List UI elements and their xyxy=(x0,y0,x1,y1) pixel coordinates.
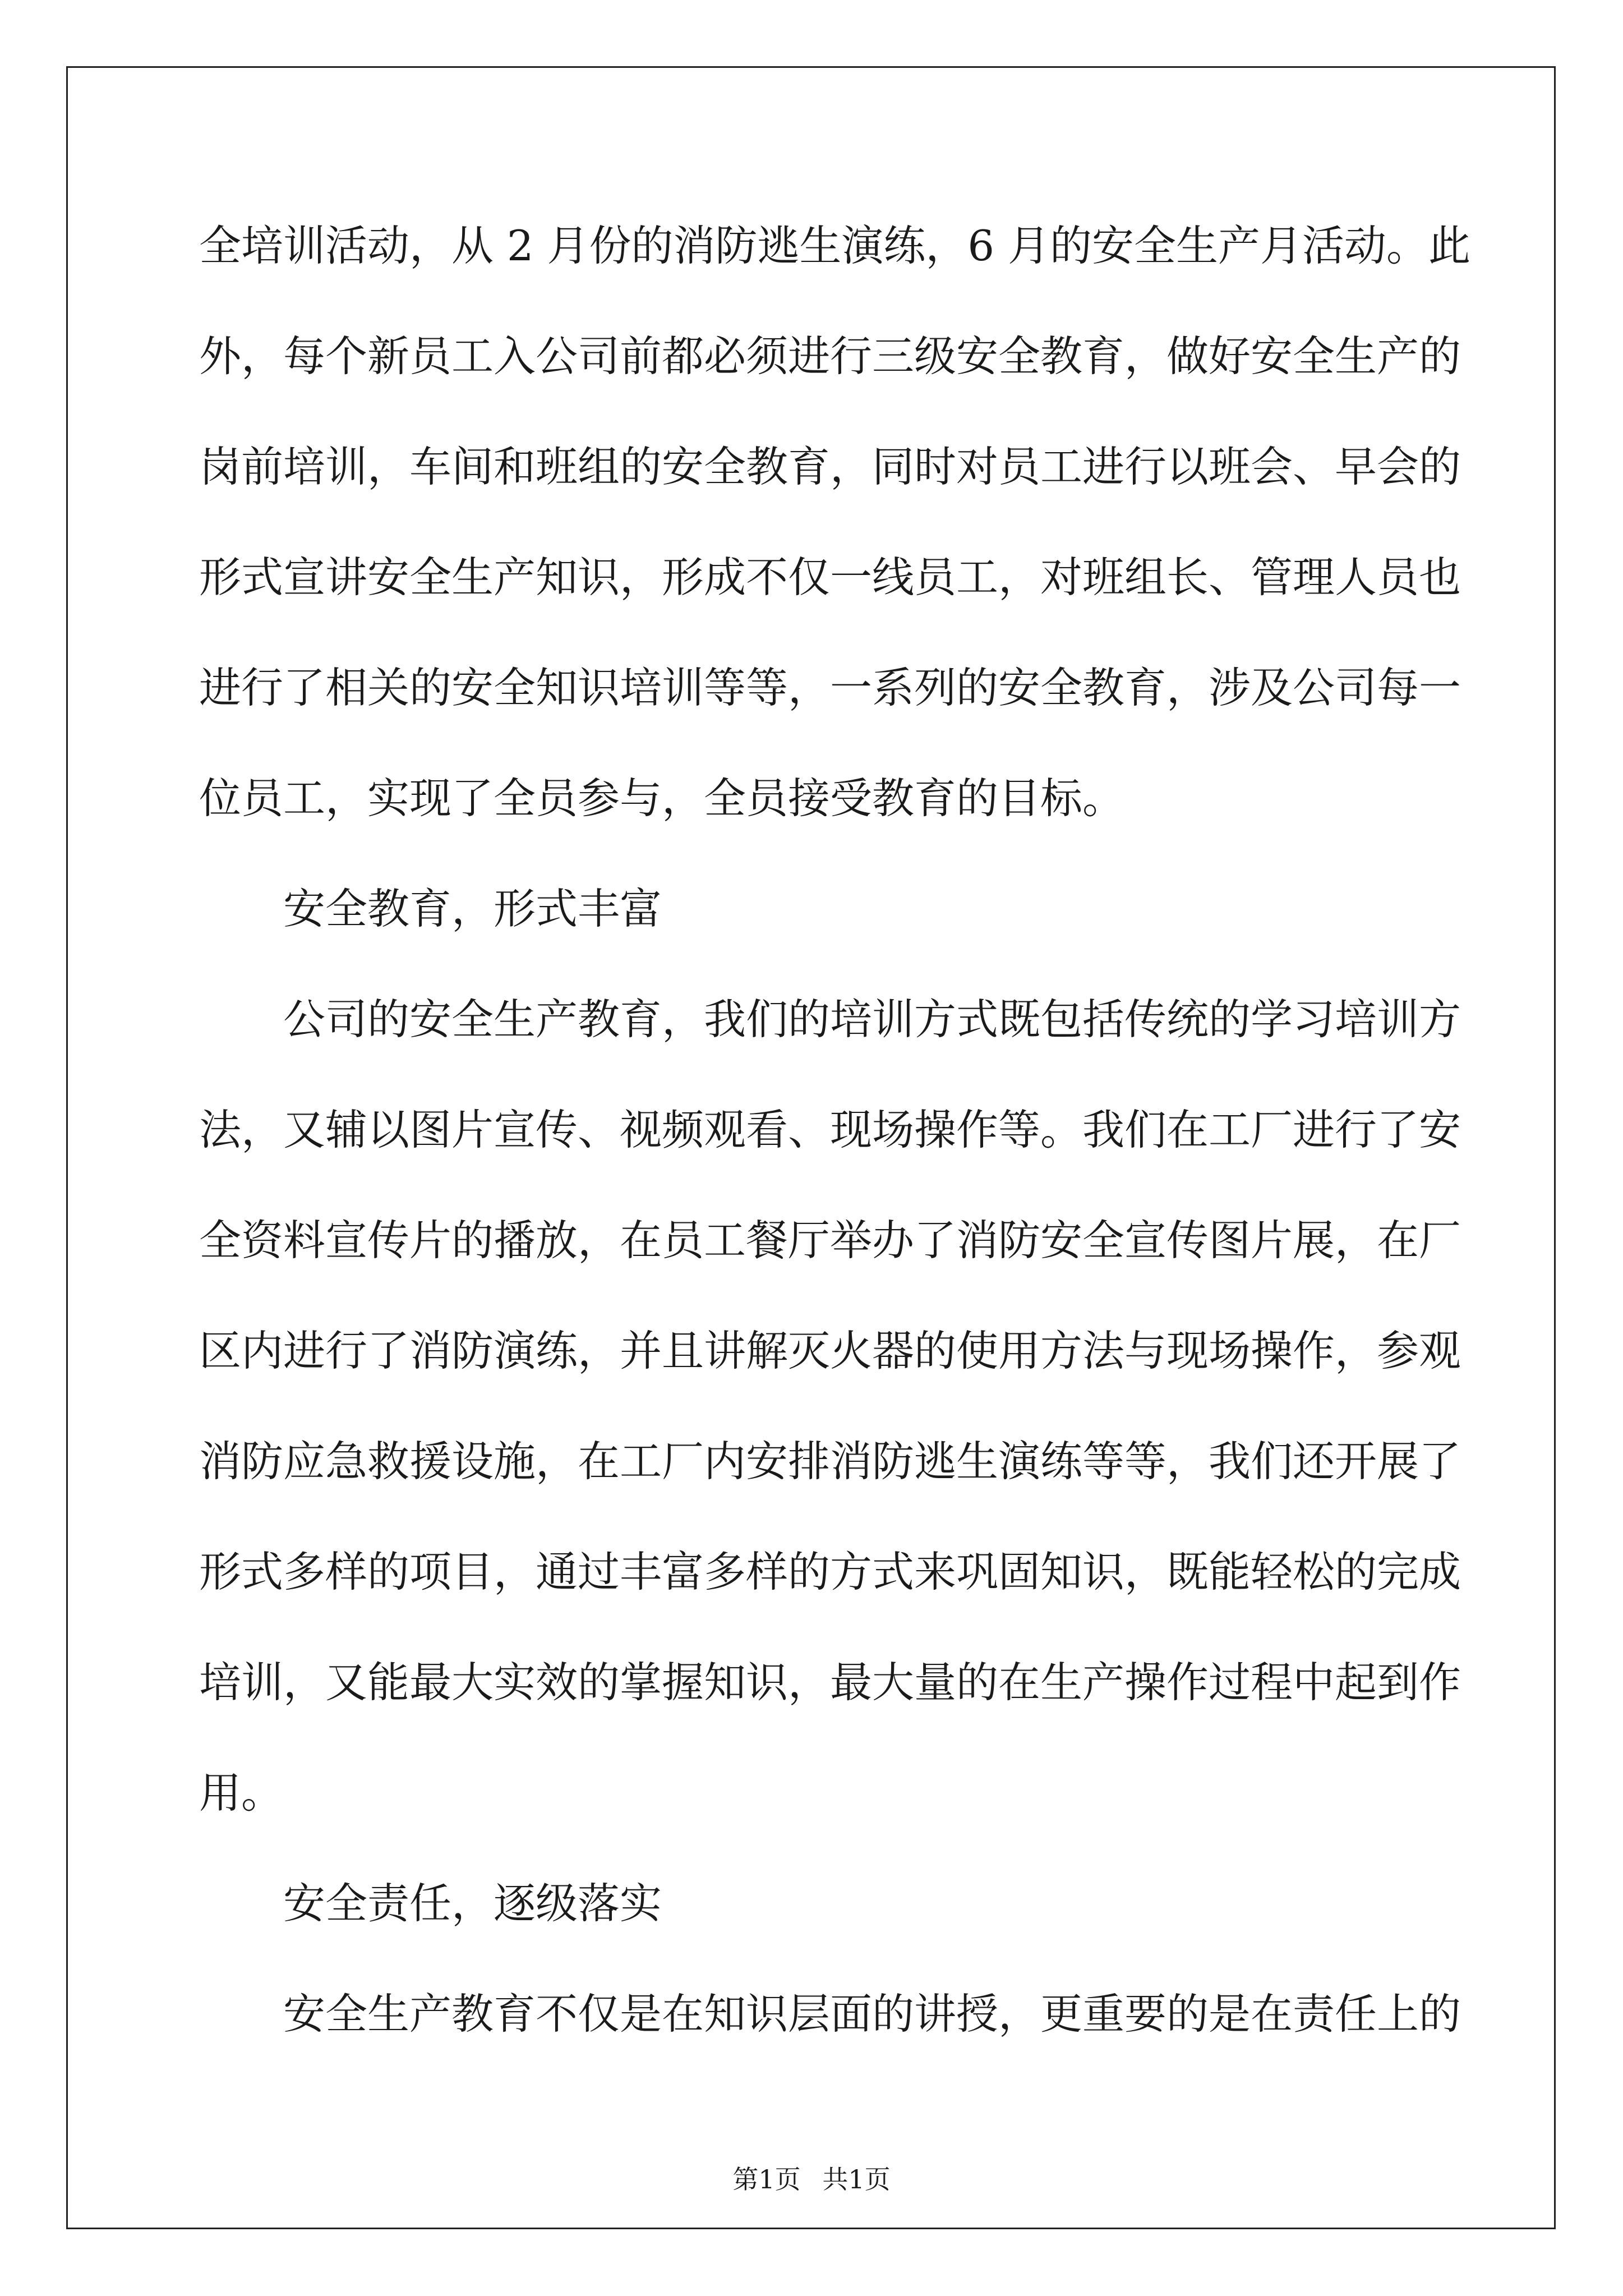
document-body xyxy=(199,191,1470,2069)
page-number-current: 第1页 xyxy=(732,2164,801,2194)
text-line-15: 用。 xyxy=(199,1768,284,1818)
page-number-total: 共1页 xyxy=(822,2164,891,2194)
text-line-5: 进行了相关的安全知识培训等等，一系列的安全教育，涉及公司每一 xyxy=(199,663,1461,712)
text-line-3: 岗前培训，车间和班组的安全教育，同时对员工进行以班会、早会的 xyxy=(199,442,1461,491)
page-footer xyxy=(0,2162,1623,2196)
text-line-6: 位员工，实现了全员参与，全员接受教育的目标。 xyxy=(199,774,1125,823)
text-line-12: 消防应急救援设施，在工厂内安排消防逃生演练等等，我们还开展了 xyxy=(199,1437,1461,1486)
text-line-8: 公司的安全生产教育，我们的培训方式既包括传统的学习培训方 xyxy=(283,995,1461,1044)
section-heading-responsibility: 安全责任，逐级落实 xyxy=(283,1879,662,1928)
text-line-2: 外，每个新员工入公司前都必须进行三级安全教育，做好安全生产的 xyxy=(199,332,1461,381)
text-line-4: 形式宣讲安全生产知识，形成不仅一线员工，对班组长、管理人员也 xyxy=(199,553,1461,602)
section-heading-form: 安全教育，形式丰富 xyxy=(283,884,662,933)
text-line-1: 全培训活动，从 2 月份的消防逃生演练，6 月的安全生产月活动。此 xyxy=(199,221,1470,270)
text-line-9: 法，又辅以图片宣传、视频观看、现场操作等。我们在工厂进行了安 xyxy=(199,1105,1461,1154)
text-line-10: 全资料宣传片的播放，在员工餐厅举办了消防安全宣传图片展，在厂 xyxy=(199,1216,1461,1265)
text-line-17: 安全生产教育不仅是在知识层面的讲授，更重要的是在责任上的 xyxy=(283,1989,1461,2039)
text-line-13: 形式多样的项目，通过丰富多样的方式来巩固知识，既能轻松的完成 xyxy=(199,1547,1461,1596)
text-line-11: 区内进行了消防演练，并且讲解灭火器的使用方法与现场操作，参观 xyxy=(199,1326,1461,1375)
text-line-14: 培训，又能最大实效的掌握知识，最大量的在生产操作过程中起到作 xyxy=(199,1658,1461,1707)
